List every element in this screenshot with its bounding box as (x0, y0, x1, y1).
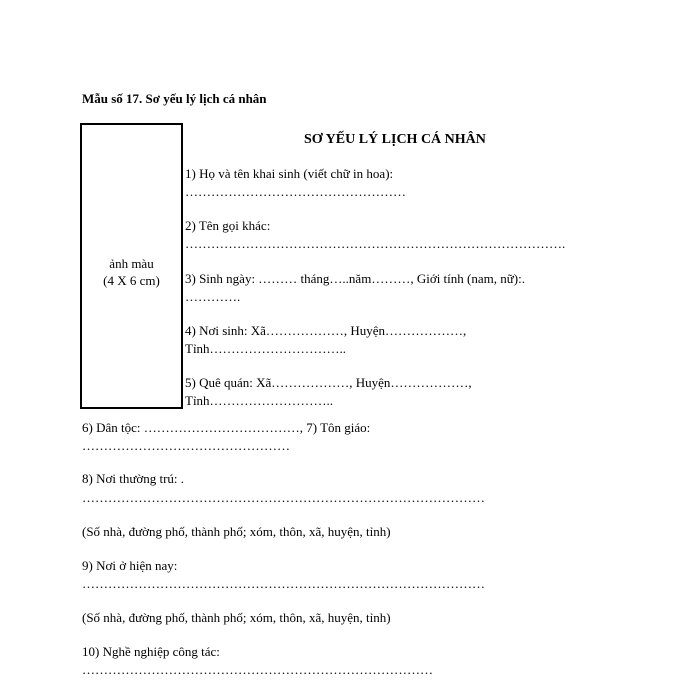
field-ethnicity-religion-dots: ………………………………………… (82, 438, 290, 453)
field-current-residence-note: (Số nhà, đường phố, thành phố; xóm, thôn, xã, huyện, tỉnh) (82, 610, 391, 625)
field-birth-date-gender: 3) Sinh ngày: ……… tháng…..năm………, Giới tính (nam, nữ):. (185, 271, 525, 286)
field-hometown-province: Tỉnh……………………….. (185, 393, 334, 408)
field-current-residence-label: 9) Nơi ở hiện nay: (82, 558, 178, 573)
field-current-residence-dots: ………………………………………………………………………………… (82, 576, 485, 591)
field-birth-name-dots: …………………………………………… (185, 184, 406, 199)
field-other-name-dots: ……………………………………………………………………………. (185, 236, 566, 251)
field-permanent-residence-dots: ………………………………………………………………………………… (82, 490, 485, 505)
field-permanent-residence-note: (Số nhà, đường phố, thành phố; xóm, thôn, xã, huyện, tỉnh) (82, 524, 391, 539)
field-birth-date-dots: …………. (185, 289, 241, 304)
field-birth-name-label: 1) Họ và tên khai sinh (viết chữ in hoa): (185, 166, 394, 181)
field-birth-place: 4) Nơi sinh: Xã………………, Huyện………………, (185, 323, 467, 338)
field-birth-place-province: Tỉnh………………………….. (185, 341, 347, 356)
field-ethnicity-religion: 6) Dân tộc: ………………………………, 7) Tôn giáo: (82, 420, 371, 435)
field-other-name-label: 2) Tên gọi khác: (185, 218, 271, 233)
field-occupation-dots: ……………………………………………………………………… (82, 662, 433, 677)
field-permanent-residence-label: 8) Nơi thường trú: . (82, 471, 185, 486)
document-title: SƠ YẾU LÝ LỊCH CÁ NHÂN (304, 132, 486, 147)
photo-label-line1: ảnh màu (109, 256, 154, 271)
field-hometown: 5) Quê quán: Xã………………, Huyện………………, (185, 375, 472, 390)
photo-placeholder (80, 123, 183, 409)
field-occupation-label: 10) Nghề nghiệp công tác: (82, 644, 220, 659)
form-number-title: Mẫu số 17. Sơ yếu lý lịch cá nhân (82, 91, 267, 106)
photo-label-line2: (4 X 6 cm) (103, 273, 160, 288)
photo-label (82, 255, 181, 289)
